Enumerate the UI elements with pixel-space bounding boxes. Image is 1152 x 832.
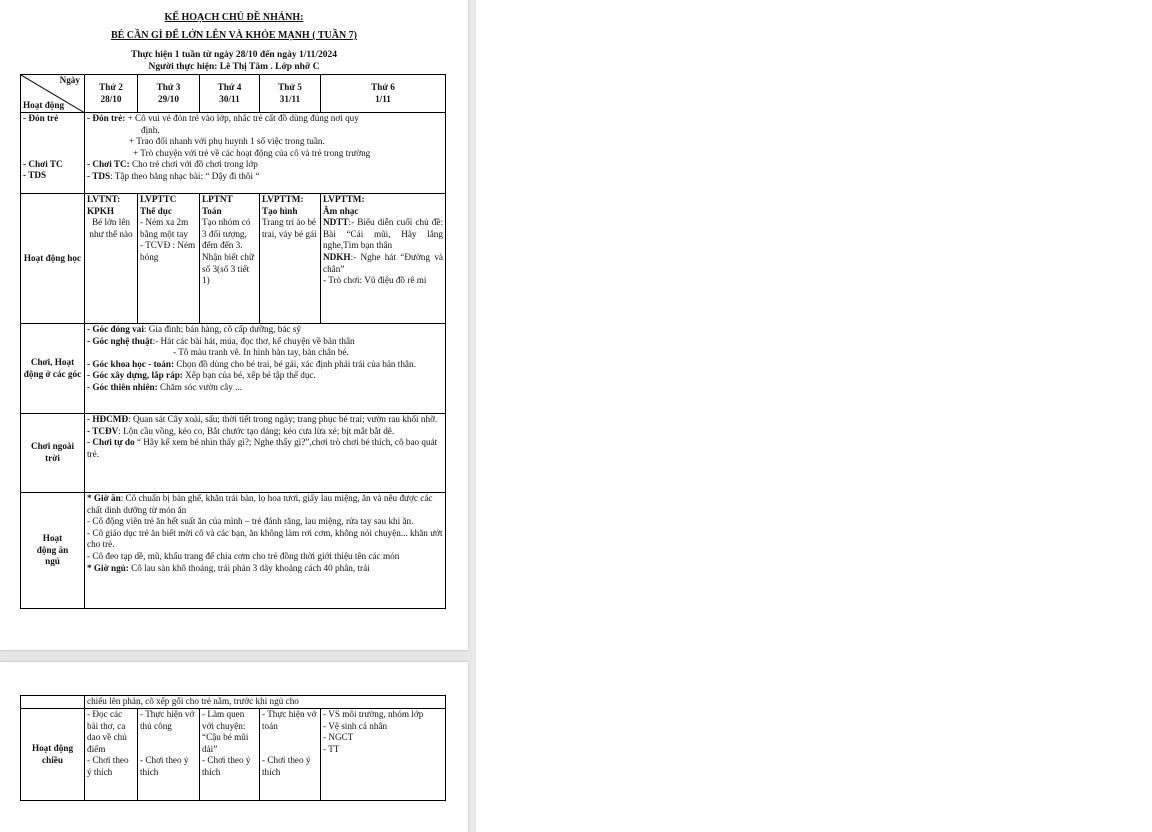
document-page-1 bbox=[0, 0, 468, 650]
row-hoat-dong-hoc bbox=[21, 194, 446, 324]
row-label-goc: Chơi, Hoạt động ở các góc bbox=[21, 324, 85, 414]
page-gap bbox=[0, 650, 468, 662]
row-label-hoc: Hoạt động học bbox=[21, 194, 85, 324]
plan-table-continued bbox=[20, 695, 446, 801]
chieu-fri-cell: - VS môi trường, nhóm lớp - Vệ sinh cá nhân - NGCT - TT bbox=[321, 709, 446, 801]
an-ngu-content: * Giờ ăn: Cô chuẩn bị bàn ghế, khăn trải bàn, lọ hoa tươi, giấy lau miệng, ăn và nêu được các chất dinh dưỡng từ món ăn - Cô động viên trẻ ăn hết suất ăn của mình – trẻ đánh răng, lau miệng, rửa tay sau khi ăn. - Cô giáo dục trẻ ăn biết mời cô và các bạn, ăn không làm rơi cơm, không nói chuyện... khăn ướt cho trẻ. - Cô đeo tạp dề, mũ, khẩu trang để chia cơm cho trẻ đồng thời giới thiệu tên các món * Giờ ngủ: Cô lau sàn khô thoáng, trải phản 3 dãy khoảng cách 40 phân, trải bbox=[85, 493, 446, 609]
day-header-wed: Thứ 4 30/11 bbox=[200, 75, 260, 113]
hoc-wed-cell: LPTNT Toán Tạo nhóm có 3 đối tượng, đếm đến 3. Nhận biết chữ số 3(số 3 tiết 1) bbox=[200, 194, 260, 324]
row-don-tre bbox=[21, 113, 446, 194]
corner-top-label: Ngày bbox=[59, 75, 80, 85]
row-label-don-tre: - Đón trẻ - Chơi TC - TDS bbox=[21, 113, 85, 194]
corner-cell bbox=[21, 75, 85, 113]
title-line-1: KẾ HOẠCH CHỦ ĐỀ NHÁNH: bbox=[164, 12, 304, 23]
chieu-mon-cell: - Đọc các bài thơ, ca dao về chủ điểm - Chơi theo ý thích bbox=[85, 709, 138, 801]
table-header-row bbox=[21, 75, 446, 113]
day-header-fri: Thứ 6 1/11 bbox=[321, 75, 446, 113]
row-continued bbox=[21, 696, 446, 709]
row-label-an-ngu: Hoạt động ăn ngủ bbox=[21, 493, 85, 609]
plan-table bbox=[20, 74, 446, 609]
day-header-tue: Thứ 3 29/10 bbox=[138, 75, 200, 113]
row-goc bbox=[21, 324, 446, 414]
corner-bottom-label: Hoạt động bbox=[23, 100, 65, 111]
hoc-tue-cell: LVPTTC Thể dục - Ném xa 2m bằng một tay - TCVĐ : Ném bóng bbox=[138, 194, 200, 324]
date-range-line: Thực hiện 1 tuần từ ngày 28/10 đến ngày 1/11/2024 bbox=[131, 50, 337, 60]
chieu-tue-cell: - Thực hiện vở thủ công - Chơi theo ý thích bbox=[138, 709, 200, 801]
row-label-ngoai-troi: Chơi ngoài trời bbox=[21, 414, 85, 493]
row-label-chieu: Hoạt động chiều bbox=[21, 709, 85, 801]
row-ngoai-troi bbox=[21, 414, 446, 493]
continued-text: chiếu lên phản, cô xếp gối cho trẻ nằm, trước khi ngủ cho bbox=[85, 696, 446, 709]
blank-viewer-area bbox=[476, 0, 1152, 832]
hoc-fri-cell: LVPTTM: Âm nhạc NDTT:- Biểu diễn cuối chủ đề: Bài “Cái mũi, Hãy lắng nghe,Tìm bạn thân NDKH:- Nghe hát “Đường và chân” - Trò chơi: Vũ điệu đồ rê mi bbox=[321, 194, 446, 324]
hoc-thu-cell: LVPTTM: Tạo hình Trang trí áo bé trai, váy bé gái bbox=[260, 194, 321, 324]
ngoai-troi-content: - HĐCMĐ: Quan sát Cây xoài, sấu; thời tiết trong ngày; trang phục bé trai; vườn rau khối nhỡ. - TCĐV: Lộn cầu vồng, kéo co, Bắt chước tạo dáng; kéo cưa lừa xẻ; bịt mắt bắt dê. - Chơi tự do “ Hãy kể xem bé nhìn thấy gì?; Nghe thấy gì?”,chơi trò chơi bé thích, cô bao quát trẻ. bbox=[85, 414, 446, 493]
row-an-ngu bbox=[21, 493, 446, 609]
title-line-2: BÉ CẦN GÌ ĐỂ LỚN LÊN VÀ KHỎE MẠNH ( TUẦN 7) bbox=[110, 30, 358, 41]
document-page-2 bbox=[0, 662, 468, 832]
chieu-thu-cell: - Thực hiện vở toán - Chơi theo ý thích bbox=[260, 709, 321, 801]
day-header-mon: Thứ 2 28/10 bbox=[85, 75, 138, 113]
continued-empty-label bbox=[21, 696, 85, 709]
don-tre-content: - Đón trẻ: + Cô vui vẻ đón trẻ vào lớp, nhắc trẻ cất đồ dùng đúng nơi quy định. + Trao đổi nhanh với phụ huynh 1 số việc trong tuần. + Trò chuyện với trẻ về các hoạt động của cô và trẻ trong trường - Chơi TC: Cho trẻ chơi với đồ chơi trong lớp - TDS: Tập theo băng nhạc bài: “ Dậy đi thôi “ bbox=[85, 113, 446, 194]
row-chieu bbox=[21, 709, 446, 801]
chieu-wed-cell: - Làm quen với chuyện: “Cậu bé mũi dài” - Chơi theo ý thích bbox=[200, 709, 260, 801]
teacher-line: Người thực hiện: Lê Thị Tâm . Lớp nhỡ C bbox=[148, 62, 320, 72]
goc-content: - Góc đóng vai: Gia đình; bán hàng, cô cấp dưỡng, bác sỹ - Góc nghệ thuật:- Hát các bài hát, múa, đọc thơ, kể chuyện về bản thân - Tô màu tranh vẽ. In hình bàn tay, bàn chân bé. - Góc khoa học - toán: Chọn đồ dùng cho bé trai, bé gái, xác định phải trái của bản thân. - Góc xây dựng, lắp ráp: Xếp bạn của bé, xếp bé tập thể dục. - Góc thiên nhiên: Chăm sóc vườn cây ... bbox=[85, 324, 446, 414]
day-header-thu: Thứ 5 31/11 bbox=[260, 75, 321, 113]
hoc-mon-cell: LVTNT: KPKH Bé lớn lên như thế nào bbox=[85, 194, 138, 324]
